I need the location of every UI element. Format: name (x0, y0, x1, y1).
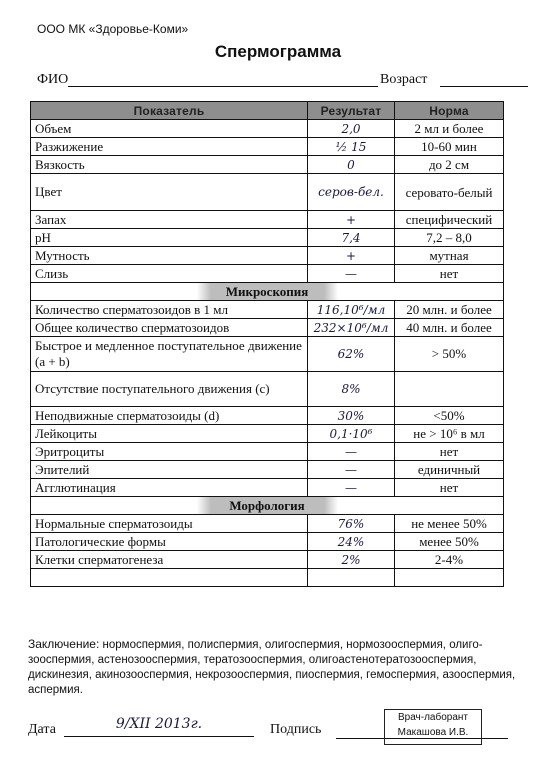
organization-name: ООО МК «Здоровье-Коми» (37, 22, 189, 36)
conclusion (28, 637, 528, 698)
table-row (31, 138, 504, 156)
row-value: 116,10⁶/мл (308, 301, 395, 319)
row-value: 2,0 (308, 120, 395, 138)
row-norm: мутная (395, 247, 504, 265)
row-norm: 20 млн. и более (395, 301, 504, 319)
row-norm: не > 10⁶ в мл (395, 425, 504, 443)
results-table (30, 101, 504, 587)
table-row (31, 174, 504, 211)
row-name: Разжижение (31, 138, 308, 156)
empty-cell (395, 569, 504, 587)
row-name: Отсутствие поступательного движения (c) (31, 372, 308, 407)
doctor-stamp (384, 709, 482, 745)
row-name: Нормальные сперматозоиды (31, 515, 308, 533)
row-name: pH (31, 229, 308, 247)
row-value: 30% (308, 407, 395, 425)
table-row (31, 265, 504, 283)
age-label: Возраст (380, 72, 428, 87)
table-row (31, 337, 504, 372)
age-line (440, 86, 528, 87)
row-value: 0,1·10⁶ (308, 425, 395, 443)
row-norm: серовато-белый (395, 174, 504, 211)
row-norm: 40 млн. и более (395, 319, 504, 337)
row-norm: <50% (395, 407, 504, 425)
row-norm: > 50% (395, 337, 504, 372)
row-value: 62% (308, 337, 395, 372)
table-row (31, 229, 504, 247)
col-header-norm: Норма (395, 102, 504, 120)
table-row (31, 407, 504, 425)
row-norm: нет (395, 443, 504, 461)
row-value: + (308, 247, 395, 265)
row-name: Запах (31, 211, 308, 229)
row-value: — (308, 265, 395, 283)
row-name: Клетки сперматогенеза (31, 551, 308, 569)
table-row (31, 319, 504, 337)
row-norm: единичный (395, 461, 504, 479)
section-microscopy: Микроскопия (31, 283, 504, 301)
row-norm (395, 372, 504, 407)
row-norm: 10-60 мин (395, 138, 504, 156)
col-header-result: Результат (308, 102, 395, 120)
col-header-indicator: Показатель (31, 102, 308, 120)
row-name: Агглютинация (31, 479, 308, 497)
row-name: Слизь (31, 265, 308, 283)
row-name: Неподвижные сперматозоиды (d) (31, 407, 308, 425)
table-row (31, 569, 504, 587)
table-row (31, 301, 504, 319)
sign-label: Подпись (270, 722, 322, 737)
table-row (31, 372, 504, 407)
row-value: 76% (308, 515, 395, 533)
row-norm: до 2 см (395, 156, 504, 174)
row-value: — (308, 461, 395, 479)
table-row (31, 533, 504, 551)
row-name: Количество сперматозоидов в 1 мл (31, 301, 308, 319)
table-row (31, 551, 504, 569)
row-value: 232×10⁶/мл (308, 319, 395, 337)
row-value: 2% (308, 551, 395, 569)
row-value: серов-бел. (308, 174, 395, 211)
table-row (31, 211, 504, 229)
section-morphology: Морфология (31, 497, 504, 515)
table-row (31, 120, 504, 138)
empty-cell (31, 569, 308, 587)
row-value: 24% (308, 533, 395, 551)
row-name: Вязкость (31, 156, 308, 174)
table-row (31, 425, 504, 443)
row-value: 8% (308, 372, 395, 407)
row-norm: не менее 50% (395, 515, 504, 533)
row-name: Лейкоциты (31, 425, 308, 443)
row-name: Быстрое и медленное поступательное движение (a + b) (31, 337, 308, 372)
empty-cell (308, 569, 395, 587)
table-row (31, 443, 504, 461)
row-norm: менее 50% (395, 533, 504, 551)
fio-line (68, 86, 378, 87)
row-value: ½ 15 (308, 138, 395, 156)
table-row (31, 156, 504, 174)
date-label: Дата (28, 722, 56, 737)
row-norm: нет (395, 479, 504, 497)
row-name: Патологические формы (31, 533, 308, 551)
stamp-line-2: Макашова И.В. (397, 727, 469, 738)
row-name: Объем (31, 120, 308, 138)
row-value: — (308, 443, 395, 461)
conclusion-text: нормоспермия, полиспермия, олигоспермия, нормозооспермия, олиго-зооспермия, астенозооспермия, тератозооспермия, олигоастенотератозооспермия, дискинезия, акинозооспермия, некрозооспермия, пиоспермия, гемоспермия, азооспермия, аспермия. (28, 639, 516, 696)
row-name: Цвет (31, 174, 308, 211)
row-name: Эпителий (31, 461, 308, 479)
row-name: Мутность (31, 247, 308, 265)
document-title: Спермограмма (214, 42, 342, 61)
row-value: + (308, 211, 395, 229)
row-norm: нет (395, 265, 504, 283)
row-name: Общее количество сперматозоидов (31, 319, 308, 337)
stamp-line-1: Врач-лаборант (397, 712, 469, 723)
conclusion-label: Заключение: (28, 637, 100, 651)
row-norm: 2-4% (395, 551, 504, 569)
date-value: 9/XII 2013г. (64, 716, 254, 737)
table-row (31, 515, 504, 533)
row-norm: специфический (395, 211, 504, 229)
row-norm: 7,2 – 8,0 (395, 229, 504, 247)
row-norm: 2 мл и более (395, 120, 504, 138)
table-row (31, 461, 504, 479)
row-value: 7,4 (308, 229, 395, 247)
fio-label: ФИО (37, 72, 69, 87)
table-row (31, 247, 504, 265)
row-value: — (308, 479, 395, 497)
row-name: Эритроциты (31, 443, 308, 461)
table-row (31, 479, 504, 497)
row-value: 0 (308, 156, 395, 174)
